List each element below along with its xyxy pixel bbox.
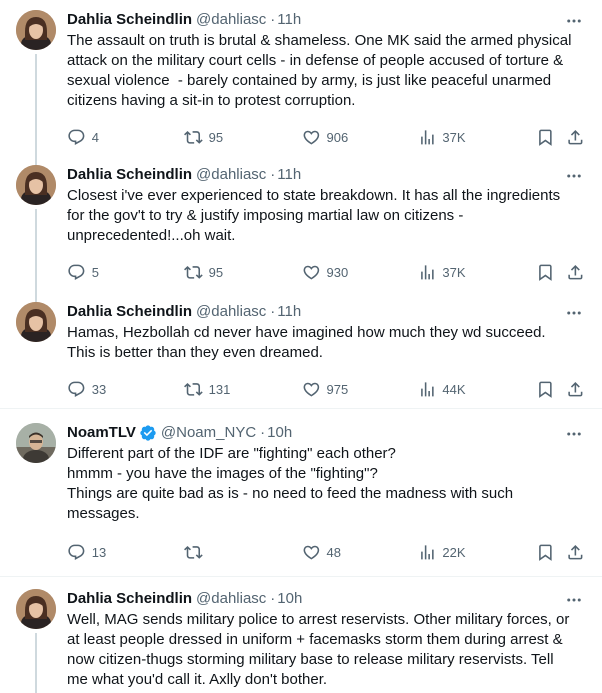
tweet-text: Closest i've ever experienced to state breakdown. It has all the ingredients for the gov't to try & justify imposing martial law on citizens - unprecedented!...oh wait. — [67, 187, 565, 244]
bookmark-button[interactable] — [536, 543, 566, 562]
author-handle[interactable]: @dahliasc — [196, 166, 267, 183]
timestamp[interactable]: 10h — [267, 424, 293, 441]
author-handle[interactable]: @dahliasc — [196, 590, 267, 607]
view-count: 44K — [442, 381, 466, 397]
avatar[interactable] — [16, 165, 56, 205]
author-name[interactable]: Dahlia Scheindlin — [67, 11, 193, 28]
like-button[interactable] — [302, 128, 418, 147]
repost-count: 95 — [208, 129, 224, 145]
repost-button[interactable] — [184, 128, 302, 147]
reply-button[interactable] — [67, 263, 184, 282]
views-button[interactable] — [418, 263, 537, 282]
heart-icon — [302, 263, 321, 282]
tweet[interactable] — [0, 292, 602, 408]
author-handle[interactable]: @Noam_NYC — [160, 424, 257, 441]
repost-count: 131 — [208, 381, 231, 397]
share-button[interactable] — [566, 128, 586, 147]
separator-dot: · — [270, 11, 276, 28]
repost-button[interactable] — [184, 380, 302, 399]
share-button[interactable] — [566, 263, 586, 282]
timestamp[interactable]: 11h — [277, 11, 302, 28]
like-button[interactable] — [302, 263, 418, 282]
author-name[interactable]: Dahlia Scheindlin — [67, 166, 193, 183]
more-options-icon[interactable] — [564, 304, 584, 322]
avatar[interactable] — [16, 10, 56, 50]
repost-button[interactable] — [184, 263, 302, 282]
action-bar — [67, 371, 586, 407]
timestamp[interactable]: 11h — [277, 166, 302, 183]
repost-icon — [184, 380, 203, 399]
reply-button[interactable] — [67, 128, 184, 147]
tweet-text: Different part of the IDF are "fighting" each other? hmmm - you have the images of the "fighting"? Things are quite bad as is - no need to feed the madness with such messages. — [67, 445, 514, 522]
reply-count: 13 — [91, 544, 107, 560]
like-button[interactable] — [302, 543, 418, 562]
repost-icon — [184, 263, 203, 282]
share-icon — [566, 128, 585, 147]
reply-count: 5 — [91, 264, 99, 280]
views-button[interactable] — [418, 543, 537, 562]
avatar[interactable] — [16, 589, 56, 629]
author-name[interactable]: Dahlia Scheindlin — [67, 590, 193, 607]
more-options-icon[interactable] — [564, 167, 584, 185]
like-button[interactable] — [302, 380, 418, 399]
reply-icon — [67, 380, 86, 399]
reply-icon — [67, 263, 86, 282]
like-count: 48 — [326, 544, 341, 560]
timestamp[interactable]: 10h — [277, 590, 303, 607]
bookmark-icon — [536, 128, 555, 147]
like-count: 930 — [326, 264, 349, 280]
views-button[interactable] — [418, 380, 537, 399]
view-count: 37K — [442, 129, 466, 145]
thread-line — [35, 633, 37, 693]
reply-count: 4 — [91, 129, 99, 145]
view-count: 37K — [442, 264, 466, 280]
repost-button[interactable] — [184, 543, 302, 562]
more-options-icon[interactable] — [564, 12, 584, 30]
separator-dot: · — [260, 424, 266, 441]
share-button[interactable] — [566, 380, 586, 399]
timestamp[interactable]: 11h — [277, 303, 302, 320]
heart-icon — [302, 128, 321, 147]
tweet[interactable] — [0, 576, 602, 693]
share-icon — [566, 543, 585, 562]
tweet-text: Well, MAG sends military police to arrest reservists. Other military forces, or at least people dressed in uniform + facemasks storm them during arrest & now citizen-thugs storming military base to release military reservists. Tell me what you'd call it. Axlly don't bother. — [67, 611, 574, 688]
separator-dot: · — [270, 166, 276, 183]
view-count: 22K — [442, 544, 466, 560]
author-handle[interactable]: @dahliasc — [196, 11, 267, 28]
heart-icon — [302, 543, 321, 562]
tweet[interactable] — [0, 0, 602, 155]
bookmark-button[interactable] — [536, 380, 566, 399]
like-count: 975 — [326, 381, 349, 397]
bookmark-button[interactable] — [536, 263, 566, 282]
thread-line — [35, 209, 37, 304]
reply-button[interactable] — [67, 380, 184, 399]
reply-icon — [67, 543, 86, 562]
tweet-text: The assault on truth is brutal & shameless. One MK said the armed physical attack on the military court cells - in defense of people accused of torture & sexual violence - barely contained by army, is just like peaceful unarmed citizens having a sit-in to protest corruption. — [67, 32, 576, 109]
views-icon — [418, 380, 437, 399]
views-icon — [418, 543, 437, 562]
bookmark-icon — [536, 263, 555, 282]
bookmark-icon — [536, 543, 555, 562]
verified-badge-icon — [139, 424, 157, 442]
action-bar — [67, 119, 586, 155]
more-options-icon[interactable] — [564, 591, 584, 609]
repost-count: 95 — [208, 264, 224, 280]
repost-icon — [184, 543, 203, 562]
author-name[interactable]: NoamTLV — [67, 424, 136, 441]
reply-icon — [67, 128, 86, 147]
separator-dot: · — [270, 590, 276, 607]
views-icon — [418, 128, 437, 147]
separator-dot: · — [270, 303, 276, 320]
share-icon — [566, 263, 585, 282]
share-button[interactable] — [566, 543, 586, 562]
author-name[interactable]: Dahlia Scheindlin — [67, 303, 193, 320]
heart-icon — [302, 380, 321, 399]
tweet[interactable] — [0, 155, 602, 292]
action-bar — [67, 254, 586, 290]
avatar[interactable] — [16, 302, 56, 342]
avatar[interactable] — [16, 423, 56, 463]
bookmark-icon — [536, 380, 555, 399]
action-bar — [67, 534, 586, 570]
views-icon — [418, 263, 437, 282]
share-icon — [566, 380, 585, 399]
tweet-text: Hamas, Hezbollah cd never have imagined how much they wd succeed. This is better than they even dreamed. — [67, 324, 550, 361]
reply-count: 33 — [91, 381, 107, 397]
more-options-icon[interactable] — [564, 425, 584, 443]
tweet[interactable] — [0, 408, 602, 576]
repost-icon — [184, 128, 203, 147]
reply-button[interactable] — [67, 543, 184, 562]
like-count: 906 — [326, 129, 349, 145]
views-button[interactable] — [418, 128, 537, 147]
bookmark-button[interactable] — [536, 128, 566, 147]
author-handle[interactable]: @dahliasc — [196, 303, 267, 320]
